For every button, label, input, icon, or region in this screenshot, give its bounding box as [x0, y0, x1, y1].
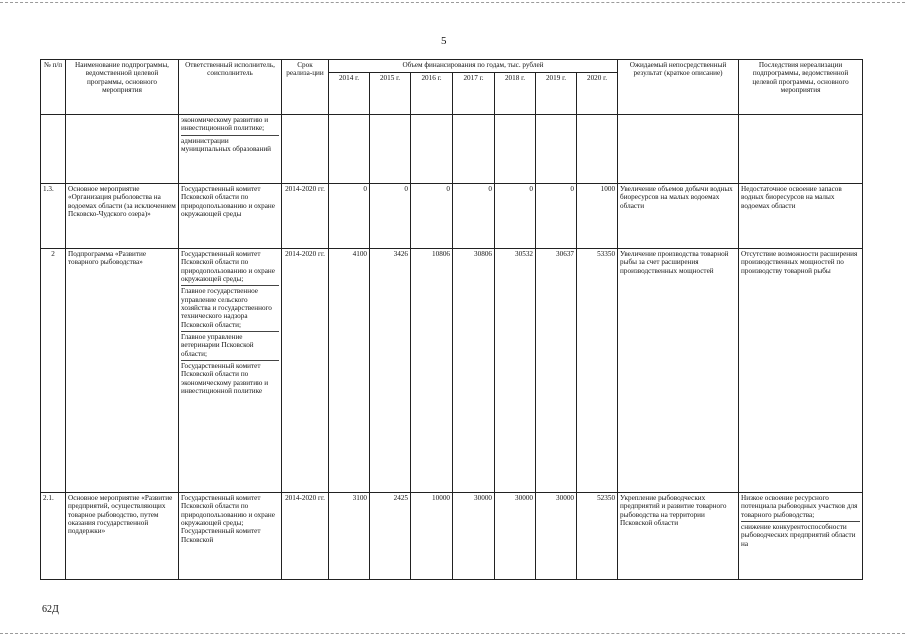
page-number: 5: [441, 35, 447, 47]
header-name: Наименование подпрограммы, ведомственной целевой программы, основного мероприятия: [66, 60, 179, 115]
value-2019: 30637: [536, 249, 577, 493]
header-consequences: Последствия нереализации подпрограммы, ведомственной целевой программы, основного мероприятия: [739, 60, 863, 115]
header-year: 2014 г.: [329, 73, 370, 115]
table-row: [41, 493, 863, 580]
value-2018: 30000: [495, 493, 536, 580]
header-year: 2018 г.: [495, 73, 536, 115]
value-2020: 52350: [577, 493, 618, 580]
scan-edge-bottom: [0, 633, 905, 634]
executor-entry: экономическому развитию и инвестиционной политике;: [181, 116, 269, 133]
header-term: Срок реализа-ции: [282, 60, 329, 115]
executor-entry: Государственный комитет Псковской области по природопользованию и охране окружающей среды: [181, 185, 275, 219]
row-num: 2: [41, 249, 66, 493]
value-2016: 0: [411, 184, 453, 249]
value-2015: 2425: [370, 493, 411, 580]
executor-entry: Главное управление ветеринарии Псковской области;: [181, 331, 279, 358]
scan-edge-top: [0, 2, 905, 3]
value-2018: 0: [495, 184, 536, 249]
row-name: Основное мероприятие «Развитие предприятий, осуществляющих товарное рыбоводство, путем оказания государственной поддержки»: [66, 493, 179, 580]
row-term: 2014-2020 гг.: [282, 493, 329, 580]
header-result: Ожидаемый непосредственный результат (краткое описание): [618, 60, 739, 115]
executor-entry: Государственный комитет Псковской области по природопользованию и охране окружающей среды;: [181, 494, 275, 528]
row-name: Подпрограмма «Развитие товарного рыбоводства»: [66, 249, 179, 493]
header-year: 2019 г.: [536, 73, 577, 115]
value-2017: 30000: [453, 493, 495, 580]
consequence-entry: Низкое освоение ресурсного потенциала рыбоводных участков для товарного рыбоводства;: [741, 494, 858, 519]
executor-entry: Государственный комитет Псковской: [181, 527, 261, 544]
row-term: 2014-2020 гг.: [282, 184, 329, 249]
consequences-cell: [739, 493, 863, 580]
header-year: 2016 г.: [411, 73, 453, 115]
executor-entry: администрации муниципальных образований: [181, 135, 279, 154]
executor-entry: Главное государственное управление сельского хозяйства и государственного технического надзора Псковской области;: [181, 285, 279, 329]
row-term: 2014-2020 гг.: [282, 249, 329, 493]
executor-cell: [179, 184, 282, 249]
value-2016: 10000: [411, 493, 453, 580]
value-2020: 53350: [577, 249, 618, 493]
header-funding: Объем финансирования по годам, тыс. рублей: [329, 60, 618, 73]
executor-cell: [179, 249, 282, 493]
row-result: Укрепление рыбоводческих предприятий и развитие товарного рыбоводства на территории Псковской области: [618, 493, 739, 580]
value-2020: 1000: [577, 184, 618, 249]
row-num: 1.3.: [41, 184, 66, 249]
header-year: 2020 г.: [577, 73, 618, 115]
value-2018: 30532: [495, 249, 536, 493]
header-executor: Ответственный исполнитель, соисполнитель: [179, 60, 282, 115]
consequences-cell: [739, 249, 863, 493]
row-result: Увеличение производства товарной рыбы за счет расширения производственных мощностей: [618, 249, 739, 493]
row-num: 2.1.: [41, 493, 66, 580]
table-row: [41, 184, 863, 249]
executor-cell: [179, 115, 282, 184]
value-2014: 4100: [329, 249, 370, 493]
value-2015: 0: [370, 184, 411, 249]
executor-entry: Государственный комитет Псковской области по природопользованию и охране окружающей среды;: [181, 250, 275, 284]
program-table: [40, 59, 863, 580]
consequence-entry: Отсутствие возможности расширения производственных мощностей по производству товарной рыбы: [741, 250, 858, 275]
header-num: № п/п: [41, 60, 66, 115]
executor-cell: [179, 493, 282, 580]
table-row: [41, 249, 863, 493]
value-2019: 30000: [536, 493, 577, 580]
consequence-entry: снижение конкурентоспособности рыбоводческих предприятий области на: [741, 521, 860, 548]
consequence-entry: Недостаточное освоение запасов водных биоресурсов на малых водоемах области: [741, 185, 842, 210]
row-result: Увеличение объемов добычи водных биоресурсов на малых водоемах области: [618, 184, 739, 249]
consequences-cell: [739, 184, 863, 249]
value-2017: 0: [453, 184, 495, 249]
header-year: 2017 г.: [453, 73, 495, 115]
header-year: 2015 г.: [370, 73, 411, 115]
value-2014: 0: [329, 184, 370, 249]
executor-entry: Государственный комитет Псковской области по экономическому развитию и инвестиционной политике: [181, 360, 279, 395]
value-2019: 0: [536, 184, 577, 249]
row-name: Основное мероприятие «Организация рыболовства на водоемах области (за исключением Псковско-Чудского озера)»: [66, 184, 179, 249]
value-2015: 3426: [370, 249, 411, 493]
value-2016: 10806: [411, 249, 453, 493]
value-2014: 3100: [329, 493, 370, 580]
table-row-continuation: [41, 115, 863, 184]
footer-code: 62Д: [42, 604, 59, 615]
value-2017: 30806: [453, 249, 495, 493]
